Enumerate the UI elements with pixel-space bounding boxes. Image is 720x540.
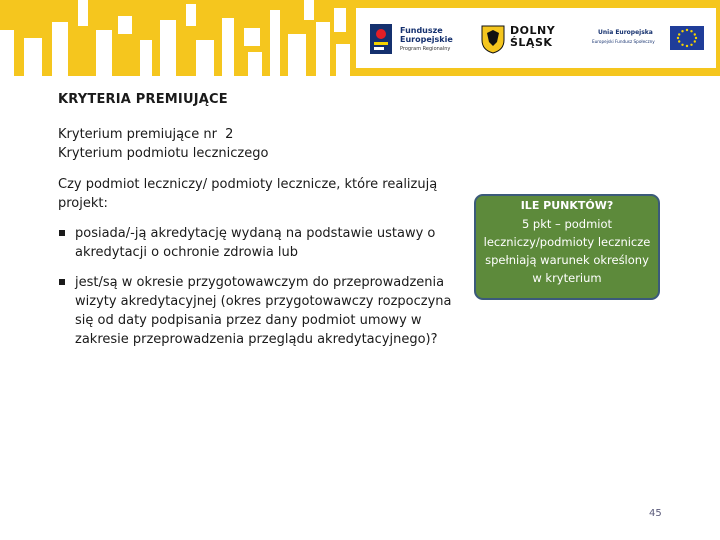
points-box <box>474 194 660 300</box>
eu-logo <box>592 8 712 68</box>
page-number: 45 <box>649 508 662 519</box>
eu-logo-line2: Europejski Fundusz Społeczny <box>592 39 655 44</box>
square-bullet-icon <box>59 279 65 285</box>
eu-logo-line1: Unia Europejska <box>598 29 653 36</box>
points-title: ILE PUNKTÓW? <box>520 199 614 212</box>
slide-heading: KRYTERIA PREMIUJĄCE <box>58 92 228 107</box>
region-logo-line2: ŚLĄSK <box>510 36 553 49</box>
header-band <box>0 0 720 76</box>
funds-logo <box>366 8 476 68</box>
funds-emblem-icon <box>368 20 398 60</box>
criterion-question: Czy podmiot leczniczy/ podmioty lecznicze, które realizują projekt: <box>58 177 438 211</box>
funds-logo-line2: Europejskie <box>400 35 453 44</box>
bullet-text: posiada/-ją akredytację wydaną na podstawie ustawy o akredytacji o ochronie zdrowia lub <box>75 226 436 260</box>
funds-logo-line1: Fundusze <box>400 26 443 35</box>
list-item <box>58 224 458 262</box>
logo-box <box>356 8 716 68</box>
criterion-subtitle: Kryterium podmiotu leczniczego <box>58 146 269 161</box>
funds-logo-line3: Program Regionalny <box>400 46 451 52</box>
bullet-text: jest/są w okresie przygotowawczym do przeprowadzenia wizyty akredytacyjnej (okres przygotowawczy rozpoczyna się od daty podpisania przez dany podmiot umowy w zakresie przeprowadzenia przeglądu akredytacyjnego)? <box>75 275 452 347</box>
region-coat-of-arms-icon <box>480 24 506 54</box>
points-description: 5 pkt – podmiot leczniczy/podmioty lecznicze spełniają warunek określony w kryterium <box>483 217 651 285</box>
square-bullet-icon <box>59 230 65 236</box>
region-logo-line1: DOLNY <box>510 24 556 37</box>
criterion-bullet-list <box>58 224 458 360</box>
eu-flag-icon <box>670 26 704 50</box>
list-item <box>58 273 458 349</box>
criterion-title: Kryterium premiujące nr 2 <box>58 127 234 142</box>
region-logo <box>480 8 590 68</box>
